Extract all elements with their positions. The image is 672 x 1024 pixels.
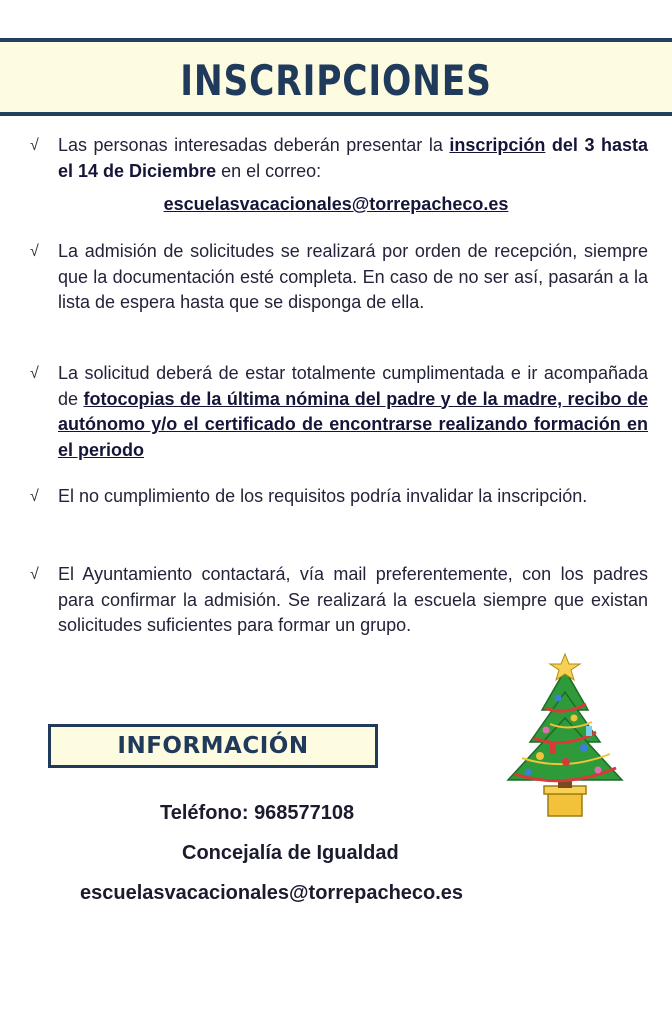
checkmark-icon: √ — [30, 488, 39, 505]
phone-text: Teléfono: 968577108 — [160, 802, 355, 824]
list-item — [30, 484, 648, 510]
checkmark-icon: √ — [30, 365, 39, 382]
list-item-text — [58, 133, 648, 184]
list-item — [30, 133, 648, 184]
list-item-text — [58, 361, 648, 463]
checkmark-icon: √ — [30, 137, 39, 154]
checkmark-icon: √ — [30, 243, 39, 260]
christmas-tree-icon — [500, 652, 630, 822]
list-item-text: El no cumplimiento de los requisitos podría invalidar la inscripción. — [58, 486, 588, 506]
header-banner — [0, 38, 672, 116]
page-title: INSCRIPCIONES — [180, 56, 492, 105]
department-text: Concejalía de Igualdad — [182, 842, 399, 864]
checkmark-icon: √ — [30, 566, 39, 583]
text-segment: en el correo: — [216, 160, 322, 181]
contact-email-link[interactable]: escuelasvacacionales@torrepacheco.es — [80, 882, 464, 904]
highlight-text: inscripción — [449, 135, 546, 155]
list-item — [30, 361, 648, 463]
text-segment: La solicitud deberá de estar totalmente cumplimentada e ir acompañada de — [58, 363, 648, 409]
list-item-text: El Ayuntamiento contactará, vía mail preferentemente, con los padres para confirmar la admisión. Se realizará la escuela siempre que existan solicitudes suficientes para formar un grupo. — [58, 564, 648, 635]
info-heading: INFORMACIÓN — [48, 724, 378, 768]
email-link[interactable]: escuelasvacacionales@torrepacheco.es — [163, 194, 509, 214]
text-segment: Las personas interesadas deberán presentar la — [58, 135, 450, 155]
highlight-text: fotocopias de la última nómina del padre y de la madre, recibo de autónomo y/o el certificado de encontrarse realizando formación en el periodo — [58, 388, 648, 460]
list-item — [30, 239, 648, 316]
list-item — [30, 562, 648, 639]
list-item-text: La admisión de solicitudes se realizará por orden de recepción, siempre que la documentación esté completa. En caso de no ser así, pasarán a la lista de espera hasta que se disponga de ella. — [58, 241, 648, 312]
date-range-text: del 3 hasta el 14 de Diciembre — [58, 135, 648, 181]
